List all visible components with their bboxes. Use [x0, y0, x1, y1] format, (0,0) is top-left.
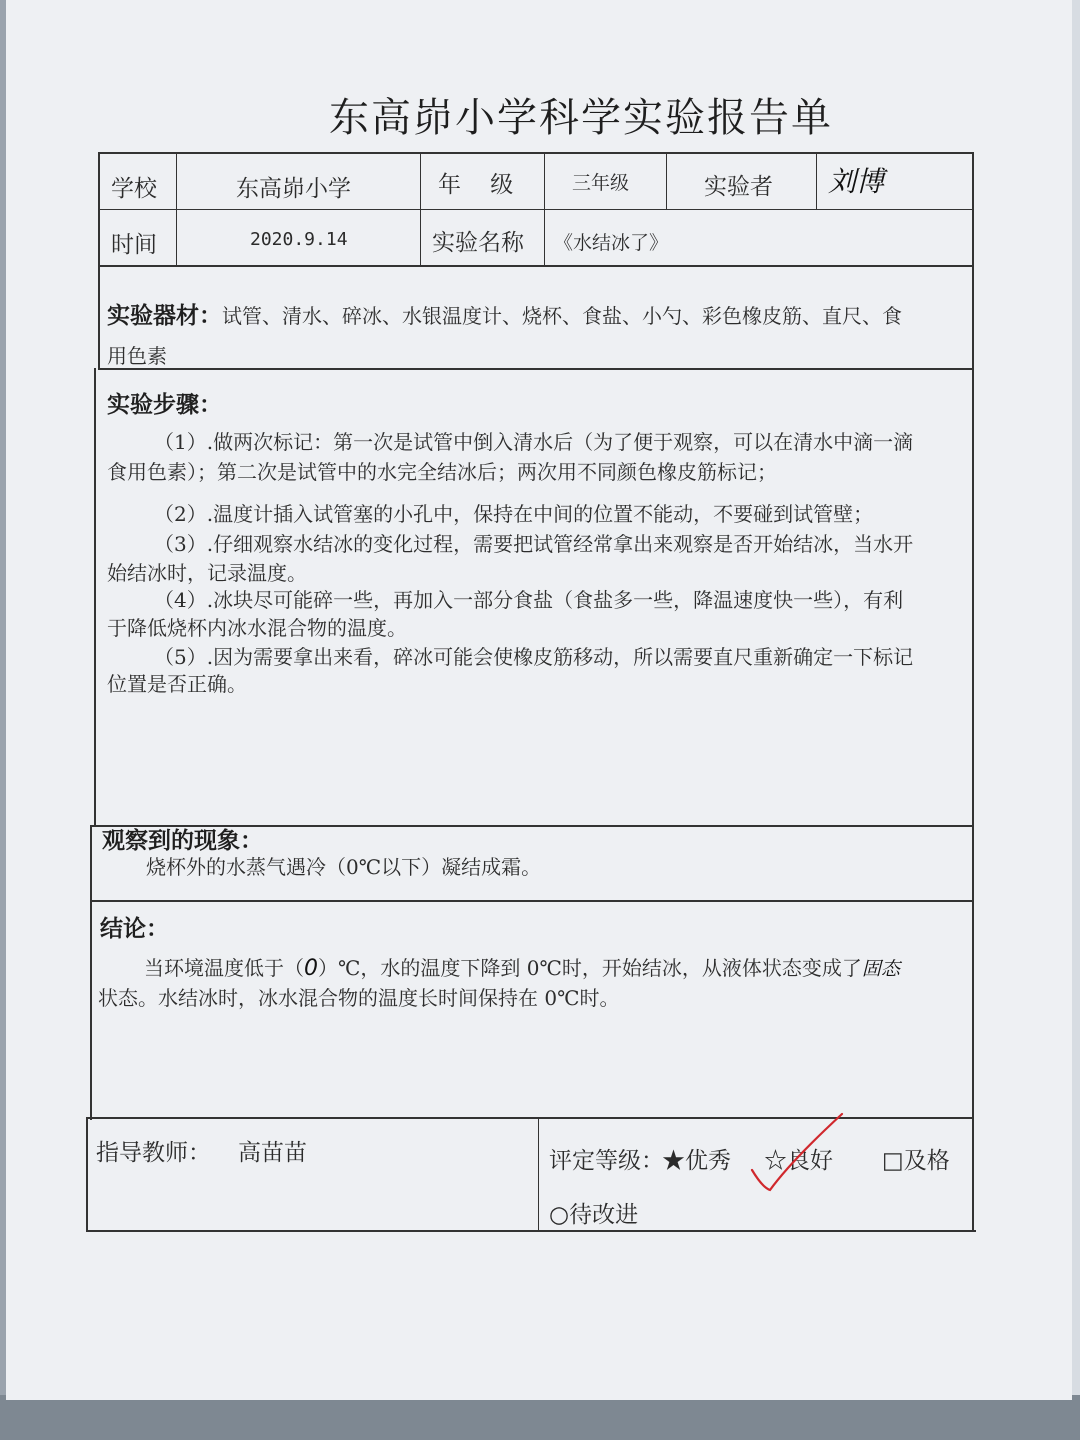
equipment-section — [107, 302, 967, 330]
table-col-line — [176, 152, 177, 267]
experiment-name-label: 实验名称 — [432, 230, 524, 256]
experiment-name-value: 《水结冰了》 — [554, 232, 669, 254]
conclusion-line-1 — [144, 954, 900, 983]
time-label: 时间 — [111, 232, 157, 258]
table-divider — [98, 209, 974, 210]
table-border-bottom — [86, 1230, 976, 1232]
rating-option-pass: □及格 — [882, 1148, 950, 1174]
table-col-line — [816, 152, 817, 210]
red-check-mark-icon — [746, 1108, 856, 1198]
experimenter-signature: 刘博 — [828, 165, 885, 198]
equipment-line-2: 用色素 — [107, 344, 167, 368]
equipment-label: 实验器材： — [107, 302, 222, 329]
page-title: 东高峁小学科学实验报告单 — [329, 95, 833, 141]
background-edge-bottom — [0, 1395, 1080, 1440]
table-border-left — [86, 1117, 88, 1232]
report-sheet — [6, 0, 1072, 1400]
conclusion-text-b: ）℃，水的温度下降到 0℃时，开始结冰，从液体状态变成了 — [318, 956, 862, 980]
equipment-line-1: 试管、清水、碎冰、水银温度计、烧杯、食盐、小勺、彩色橡皮筋、直尺、食 — [222, 304, 902, 328]
table-divider — [98, 265, 974, 267]
time-value: 2020.9.14 — [250, 229, 348, 250]
experimenter-label: 实验者 — [704, 174, 773, 200]
teacher-value: 高苗苗 — [238, 1140, 307, 1166]
step-2-line-1: （2）.温度计插入试管塞的小孔中，保持在中间的位置不能动，不要碰到试管壁； — [154, 502, 874, 526]
conclusion-line-2: 状态。水结冰时，冰水混合物的温度长时间保持在 0℃时。 — [98, 986, 620, 1010]
conclusion-label: 结论： — [100, 915, 169, 942]
table-col-line — [666, 152, 667, 210]
step-5-line-2: 位置是否正确。 — [107, 672, 247, 696]
table-col-line — [544, 152, 545, 267]
table-border-left — [94, 368, 96, 825]
step-4-line-1: （4）.冰块尽可能碎一些，再加入一部分食盐（食盐多一些，降温速度快一些），有利 — [154, 588, 904, 612]
table-col-line — [420, 152, 421, 267]
step-4-line-2: 于降低烧杯内冰水混合物的温度。 — [107, 616, 407, 640]
table-border-left — [98, 152, 100, 368]
handwritten-answer-temperature: 0 — [304, 956, 318, 981]
teacher-label: 指导教师： — [96, 1140, 211, 1166]
step-3-line-2: 始结冰时，记录温度。 — [107, 561, 307, 585]
school-value: 东高峁小学 — [236, 176, 351, 202]
table-border-left — [90, 825, 92, 1120]
table-border-right — [972, 152, 974, 1232]
table-border-top — [98, 152, 974, 154]
rating-option-needs-improvement: ○待改进 — [549, 1202, 639, 1228]
step-1-line-1: （1）.做两次标记：第一次是试管中倒入清水后（为了便于观察，可以在清水中滴一滴 — [154, 430, 914, 454]
grade-label: 年 级 — [438, 172, 514, 198]
step-1-line-2: 食用色素）；第二次是试管中的水完全结冰后；两次用不同颜色橡皮筋标记； — [107, 460, 777, 484]
conclusion-text-a: 当环境温度低于（ — [144, 956, 304, 980]
step-3-line-1: （3）.仔细观察水结冰的变化过程，需要把试管经常拿出来观察是否开始结冰，当水开 — [154, 532, 914, 556]
steps-label: 实验步骤： — [107, 391, 222, 418]
grade-value: 三年级 — [572, 172, 630, 194]
table-divider — [90, 900, 974, 902]
rating-option-excellent: ★优秀 — [662, 1148, 731, 1174]
observation-label: 观察到的现象： — [102, 827, 263, 854]
step-5-line-1: （5）.因为需要拿出来看，碎冰可能会使橡皮筋移动，所以需要直尺重新确定一下标记 — [154, 645, 914, 669]
rating-label: 评定等级： — [549, 1148, 664, 1174]
handwritten-answer-state: 固态 — [861, 958, 900, 980]
school-label: 学校 — [111, 176, 157, 202]
table-col-line — [538, 1117, 539, 1231]
observation-text: 烧杯外的水蒸气遇冷（0℃以下）凝结成霜。 — [146, 855, 542, 879]
rating-option-good: ☆良好 — [764, 1148, 833, 1174]
table-divider — [98, 368, 974, 370]
